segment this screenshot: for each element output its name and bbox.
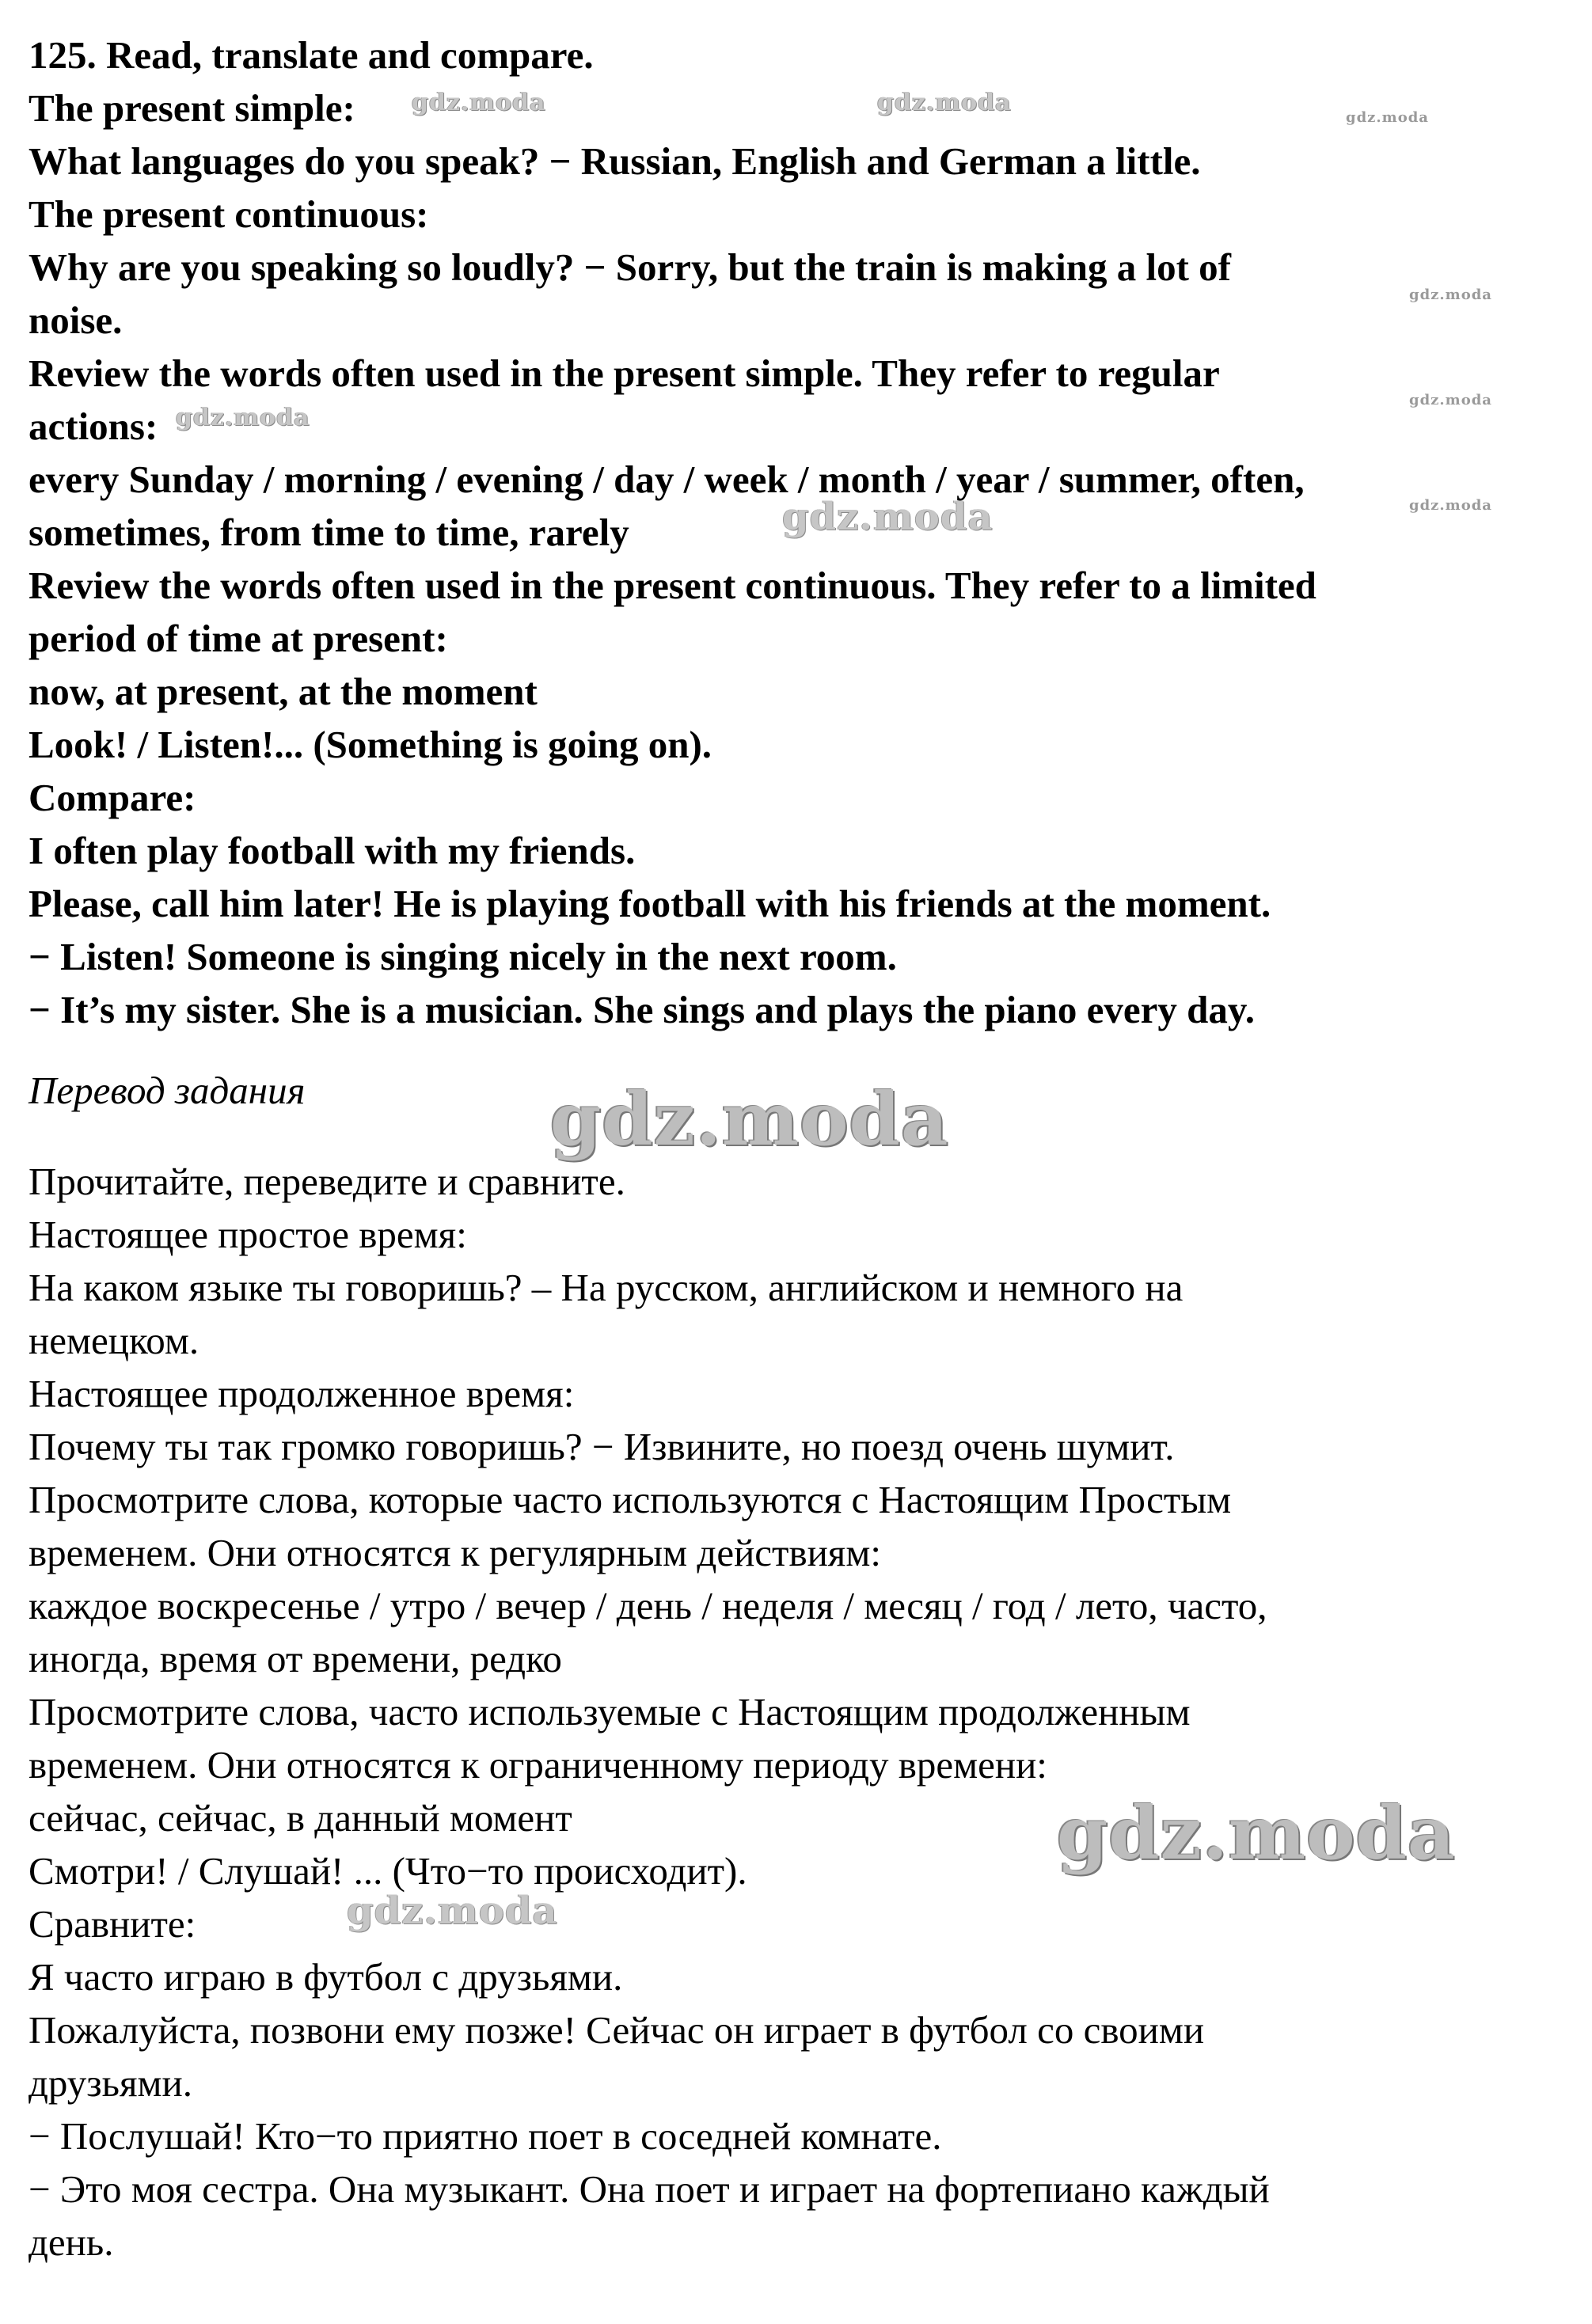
translation-line: Просмотрите слова, часто используемые с Настоящим продолженным: [28, 1690, 1191, 1734]
translation-line: Прочитайте, переведите и сравните.: [28, 1160, 625, 1203]
watermark: gdz.moda: [782, 495, 994, 539]
watermark: gdz.moda: [412, 89, 546, 116]
translation-line: Сравните:: [28, 1902, 196, 1946]
exercise-line: Why are you speaking so loudly? − Sorry, but the train is making a lot of: [28, 245, 1231, 289]
translation-line: каждое воскресенье / утро / вечер / день / неделя / месяц / год / лето, часто,: [28, 1584, 1267, 1627]
translation-heading: Перевод задания: [28, 1069, 306, 1112]
exercise-line: noise.: [28, 298, 123, 342]
translation-line: Просмотрите слова, которые часто используются с Настоящим Простым: [28, 1478, 1232, 1521]
watermark: gdz.moda: [1409, 497, 1492, 514]
exercise-line: Compare:: [28, 776, 196, 819]
translation-line: Пожалуйста, позвони ему позже! Сейчас он играет в футбол со своими: [28, 2008, 1205, 2052]
translation-line: На каком языке ты говоришь? – На русском, английском и немного на: [28, 1266, 1184, 1309]
translation-line: день.: [28, 2220, 114, 2264]
watermark: gdz.moda: [347, 1889, 558, 1933]
translation-line: друзьями.: [28, 2061, 193, 2105]
translation-line: Настоящее продолженное время:: [28, 1372, 575, 1415]
exercise-line: The present simple:: [28, 86, 355, 130]
translation-line: − Это моя сестра. Она музыкант. Она поет и играет на фортепиано каждый: [28, 2167, 1270, 2211]
watermark: gdz.moda: [1346, 109, 1429, 126]
watermark: gdz.moda: [877, 89, 1012, 116]
exercise-line: I often play football with my friends.: [28, 829, 636, 872]
translation-line: сейчас, сейчас, в данный момент: [28, 1796, 572, 1840]
translation-line: Я часто играю в футбол с друзьями.: [28, 1955, 623, 1999]
exercise-line: every Sunday / morning / evening / day / week / month / year / summer, often,: [28, 458, 1305, 501]
exercise-line: sometimes, from time to time, rarely: [28, 511, 629, 554]
exercise-line: Review the words often used in the present continuous. They refer to a limited: [28, 564, 1317, 607]
translation-line: временем. Они относятся к регулярным действиям:: [28, 1531, 881, 1574]
translation-line: − Послушай! Кто−то приятно поет в соседней комнате.: [28, 2114, 942, 2158]
exercise-line: − Listen! Someone is singing nicely in the next room.: [28, 935, 897, 978]
exercise-line: 125. Read, translate and compare.: [28, 33, 594, 77]
exercise-line: − It’s my sister. She is a musician. She sings and plays the piano every day.: [28, 988, 1255, 1031]
watermark: gdz.moda: [1057, 1790, 1456, 1876]
translation-line: Смотри! / Слушай! ... (Что−то происходит).: [28, 1849, 747, 1893]
watermark: gdz.moda: [1409, 287, 1492, 303]
watermark: gdz.moda: [550, 1077, 949, 1162]
translation-text: [28, 1064, 1580, 2269]
translation-line: Почему ты так громко говоришь? − Извините, но поезд очень шумит.: [28, 1425, 1175, 1468]
exercise-line: period of time at present:: [28, 617, 448, 660]
translation-line: иногда, время от времени, редко: [28, 1637, 562, 1680]
exercise-line: actions:: [28, 404, 158, 448]
exercise-line: Review the words often used in the present simple. They refer to regular: [28, 351, 1220, 395]
exercise-line: now, at present, at the moment: [28, 670, 538, 713]
exercise-line: What languages do you speak? − Russian, English and German a little.: [28, 139, 1201, 183]
watermark: gdz.moda: [176, 404, 310, 431]
exercise-line: Please, call him later! He is playing football with his friends at the moment.: [28, 882, 1271, 925]
translation-lines: [28, 1155, 1580, 2269]
exercise-line: Look! / Listen!... (Something is going on).: [28, 723, 712, 766]
translation-line: Настоящее простое время:: [28, 1213, 467, 1256]
exercise-line: The present continuous:: [28, 192, 429, 236]
translation-line: немецком.: [28, 1319, 199, 1362]
translation-line: временем. Они относятся к ограниченному периоду времени:: [28, 1743, 1047, 1787]
watermark: gdz.moda: [1409, 392, 1492, 408]
